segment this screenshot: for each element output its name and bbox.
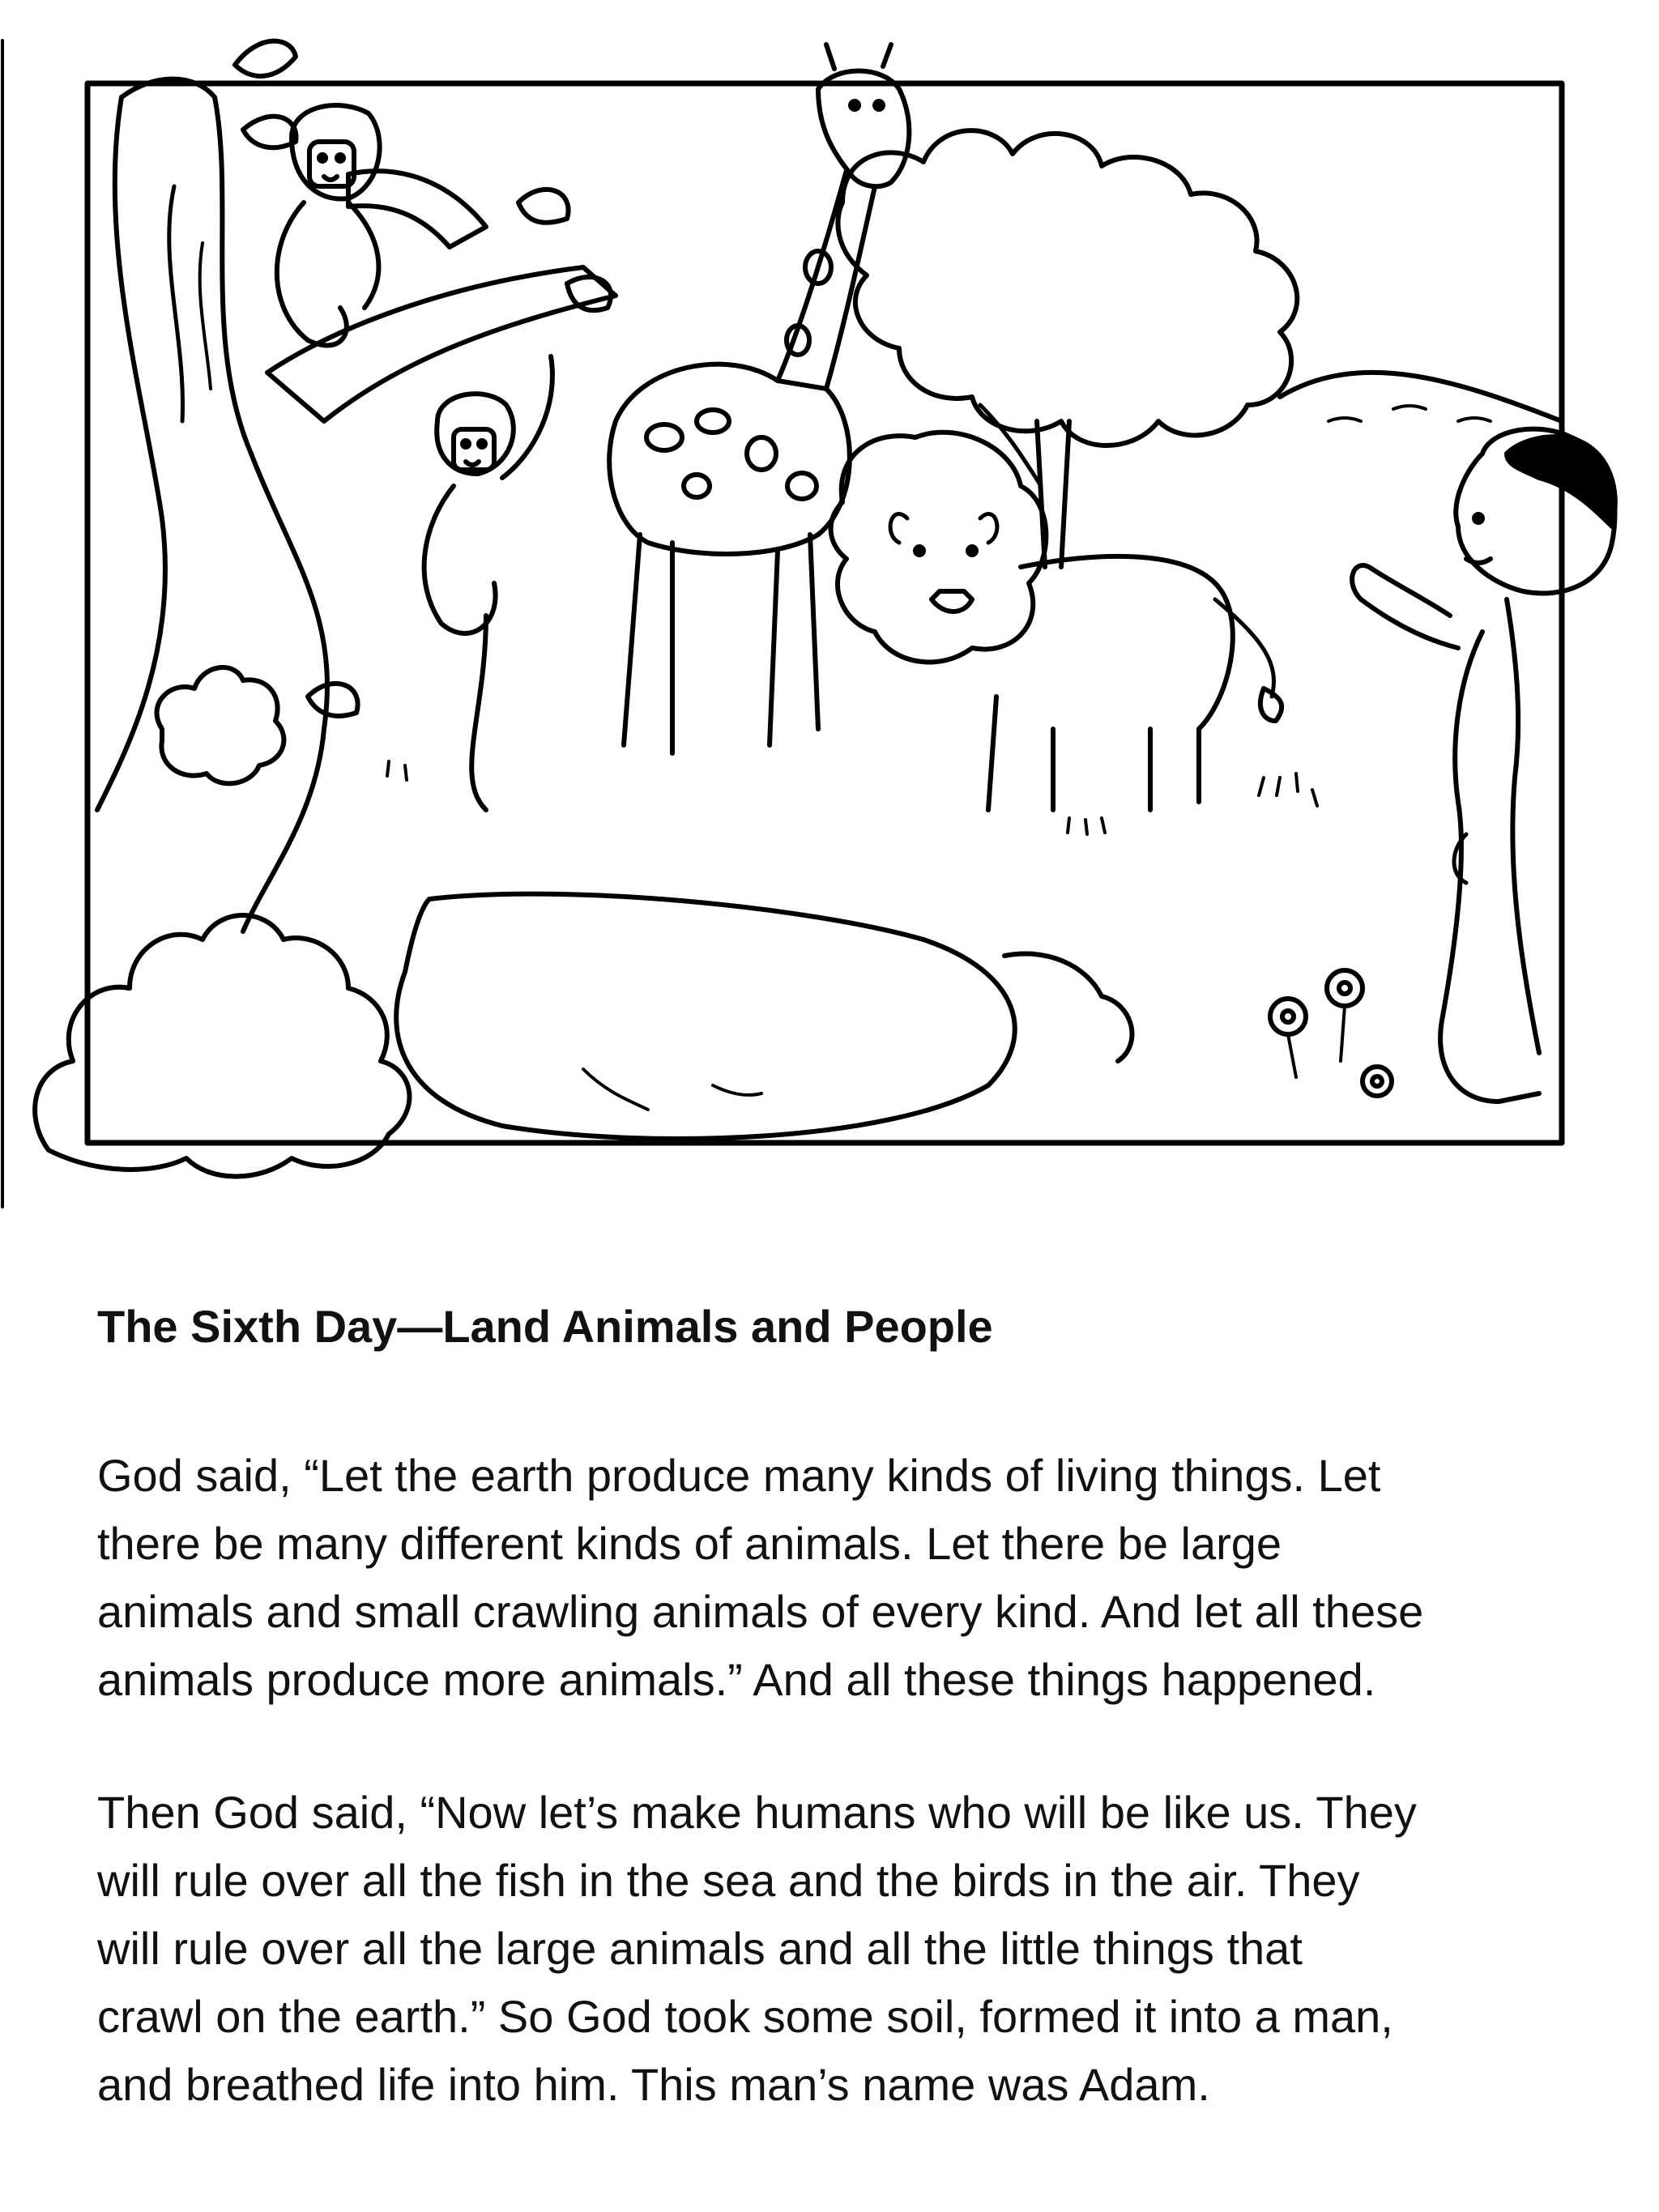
paragraph-creation-of-animals: God said, “Let the earth produce many kinds of living things. Let there be many different kinds of animals. Let there be large animals and small crawling animals of every kind. And let all these animals produce more animals.” And all these things happened.: [97, 1450, 1424, 1705]
pond: [396, 894, 1015, 1139]
lion: [831, 433, 1282, 810]
monkey-top: [277, 105, 380, 345]
bushes: [35, 667, 1132, 1177]
flowers: [1270, 970, 1392, 1096]
background-tree: [838, 130, 1297, 567]
page-title: The Sixth Day—Land Animals and People: [97, 1301, 993, 1352]
giraffe: [609, 45, 909, 753]
grass-strokes: [387, 761, 1317, 834]
paragraph-creation-of-adam: Then God said, “Now let’s make humans who will be like us. They will rule over all the fish in the sea and the birds in the air. They will rule over all the large animals and all the little things that crawl on the earth.” So God took some soil, formed it into a man, and breathed life into him. This man’s name was Adam.: [97, 1787, 1417, 2110]
monkey-hanging: [424, 356, 552, 810]
hills: [1280, 373, 1562, 421]
man: [1352, 429, 1615, 1102]
